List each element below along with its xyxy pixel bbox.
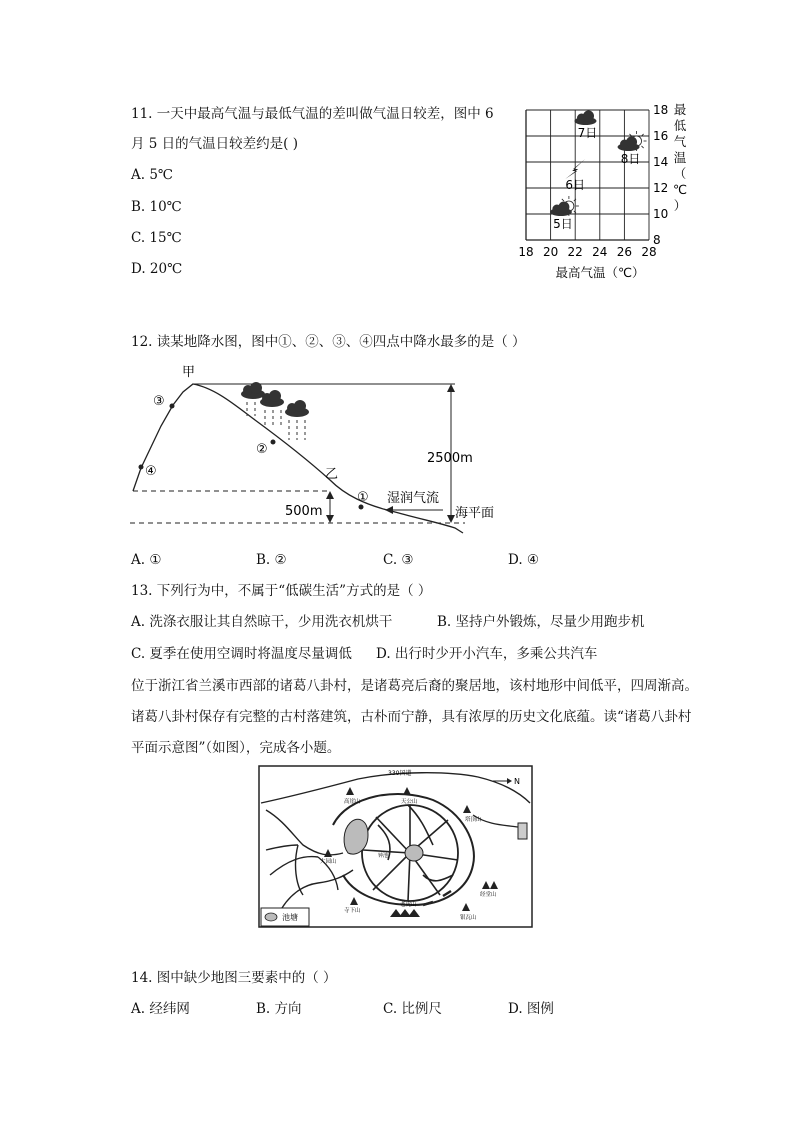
east-building xyxy=(518,823,527,839)
y-label-char: ℃ xyxy=(672,182,688,197)
hill-label-4: 大园山 xyxy=(320,859,337,865)
q11-stem-line1: 11. 一天中最高气温与最低气温的差叫做气温日较差，图中 6 xyxy=(131,106,494,122)
y-label-char: 低 xyxy=(673,118,687,133)
chart-ylabel xyxy=(673,102,687,213)
hill-label-6: 老虎山 xyxy=(400,902,417,908)
q12-option-d[interactable]: D. ④ xyxy=(508,552,540,568)
y-tick-label: 10 xyxy=(653,207,669,221)
hill-label-7: 经堂山 xyxy=(480,892,497,898)
chart-points xyxy=(550,111,647,232)
road-label: 330国道 xyxy=(388,770,412,777)
point-2-dot xyxy=(271,440,276,445)
pass-label: 乙 xyxy=(325,467,339,482)
peak-label: 甲 xyxy=(182,365,196,380)
y-tick-label: 8 xyxy=(653,233,661,247)
center-label: 钟池 xyxy=(378,853,389,859)
passage-line-2: 诸葛八卦村保存有完整的古村落建筑，古朴而宁静，具有浓厚的历史文化底蕴。读“诸葛八卦村 xyxy=(131,709,692,725)
hill-label-2: 天公山 xyxy=(401,799,418,805)
point-3-label: ③ xyxy=(153,394,165,409)
y-tick-label: 14 xyxy=(653,155,669,169)
q11-option-a[interactable]: A. 5℃ xyxy=(131,167,174,183)
y-label-char: 温 xyxy=(673,150,687,165)
y-tick-label: 16 xyxy=(653,129,669,143)
x-tick-label: 20 xyxy=(542,245,559,259)
y-tick-label: 12 xyxy=(653,181,669,195)
q11-option-c[interactable]: C. 15℃ xyxy=(131,230,182,246)
q13-stem: 13. 下列行为中，不属于“低碳生活”方式的是（ ） xyxy=(131,583,432,599)
q13-option-d[interactable]: D. 出行时少开小汽车，多乘公共汽车 xyxy=(376,646,598,662)
height-low-label: 500m xyxy=(285,504,323,519)
q12-option-a[interactable]: A. ① xyxy=(131,552,162,568)
x-tick-label: 22 xyxy=(567,245,583,259)
point-label: 8日 xyxy=(620,152,641,166)
x-tick-label: 24 xyxy=(592,245,608,259)
height-total-label: 2500m xyxy=(427,451,473,466)
q11-stem-line2: 月 5 日的气温日较差约是( ) xyxy=(131,136,298,152)
point-2-label: ② xyxy=(256,442,268,457)
map-frame xyxy=(259,766,532,927)
y-label-char: 气 xyxy=(673,134,687,149)
q14-option-c[interactable]: C. 比例尺 xyxy=(383,1001,442,1017)
passage-line-1: 位于浙江省兰溪市西部的诸葛八卦村，是诸葛亮后裔的聚居地，该村地形中间低平，四周渐高。 xyxy=(131,678,698,694)
q12-option-c[interactable]: C. ③ xyxy=(383,552,414,568)
airflow-label: 湿润气流 xyxy=(387,491,440,506)
point-label: 7日 xyxy=(577,126,598,140)
point-1-label: ① xyxy=(357,490,369,505)
x-tick-label: 28 xyxy=(641,245,657,259)
q14-option-d[interactable]: D. 图例 xyxy=(508,1001,554,1017)
legend-label: 池塘 xyxy=(282,913,298,922)
q12-stem: 12. 读某地降水图，图中①、②、③、④四点中降水最多的是（ ） xyxy=(131,334,526,350)
hill-label-5: 寺下山 xyxy=(344,908,361,914)
hill-label-3: 塔顶山 xyxy=(465,817,482,823)
y-tick-label: 18 xyxy=(653,103,669,117)
pond-center xyxy=(405,845,423,861)
north-label: N xyxy=(514,777,520,786)
q12-precipitation-diagram xyxy=(125,360,515,540)
point-3-dot xyxy=(170,404,175,409)
hill-label-1: 高崖山 xyxy=(344,799,361,805)
q14-option-a[interactable]: A. 经纬网 xyxy=(131,1001,190,1017)
point-label: 5日 xyxy=(553,217,573,231)
x-tick-label: 18 xyxy=(518,245,534,259)
x-tick-label: 26 xyxy=(616,245,633,259)
q14-stem: 14. 图中缺少地图三要素中的（ ） xyxy=(131,970,337,986)
legend-pond-icon xyxy=(265,913,277,921)
q11-option-d[interactable]: D. 20℃ xyxy=(131,261,183,277)
point-1-dot xyxy=(359,505,364,510)
rain-cloud-icon xyxy=(241,382,309,440)
point-label: 6日 xyxy=(565,178,586,192)
q11-temperature-chart xyxy=(510,100,690,285)
weather-point xyxy=(575,111,598,141)
q13-option-b[interactable]: B. 坚持户外锻炼，尽量少用跑步机 xyxy=(437,614,645,630)
q14-option-b[interactable]: B. 方向 xyxy=(256,1001,302,1017)
q11-option-b[interactable]: B. 10℃ xyxy=(131,199,182,215)
chart-xlabel: 最高气温（℃） xyxy=(555,265,645,280)
point-4-dot xyxy=(139,465,144,470)
weather-point xyxy=(550,196,579,231)
point-4-label: ④ xyxy=(145,464,157,479)
passage-line-3: 平面示意图”（如图），完成各小题。 xyxy=(131,740,341,756)
hill-label-8: 银瓦山 xyxy=(460,915,477,921)
y-label-char: 最 xyxy=(673,102,687,117)
sea-level-label: 海平面 xyxy=(455,506,495,521)
q13-option-c[interactable]: C. 夏季在使用空调时将温度尽量调低 xyxy=(131,646,352,662)
y-label-char: ） xyxy=(673,198,687,213)
bagua-village-map xyxy=(258,765,534,929)
q12-option-b[interactable]: B. ② xyxy=(256,552,287,568)
cloud-icon xyxy=(575,111,597,126)
q13-option-a[interactable]: A. 洗涤衣服让其自然晾干，少用洗衣机烘干 xyxy=(131,614,393,630)
y-label-char: （ xyxy=(673,166,687,181)
